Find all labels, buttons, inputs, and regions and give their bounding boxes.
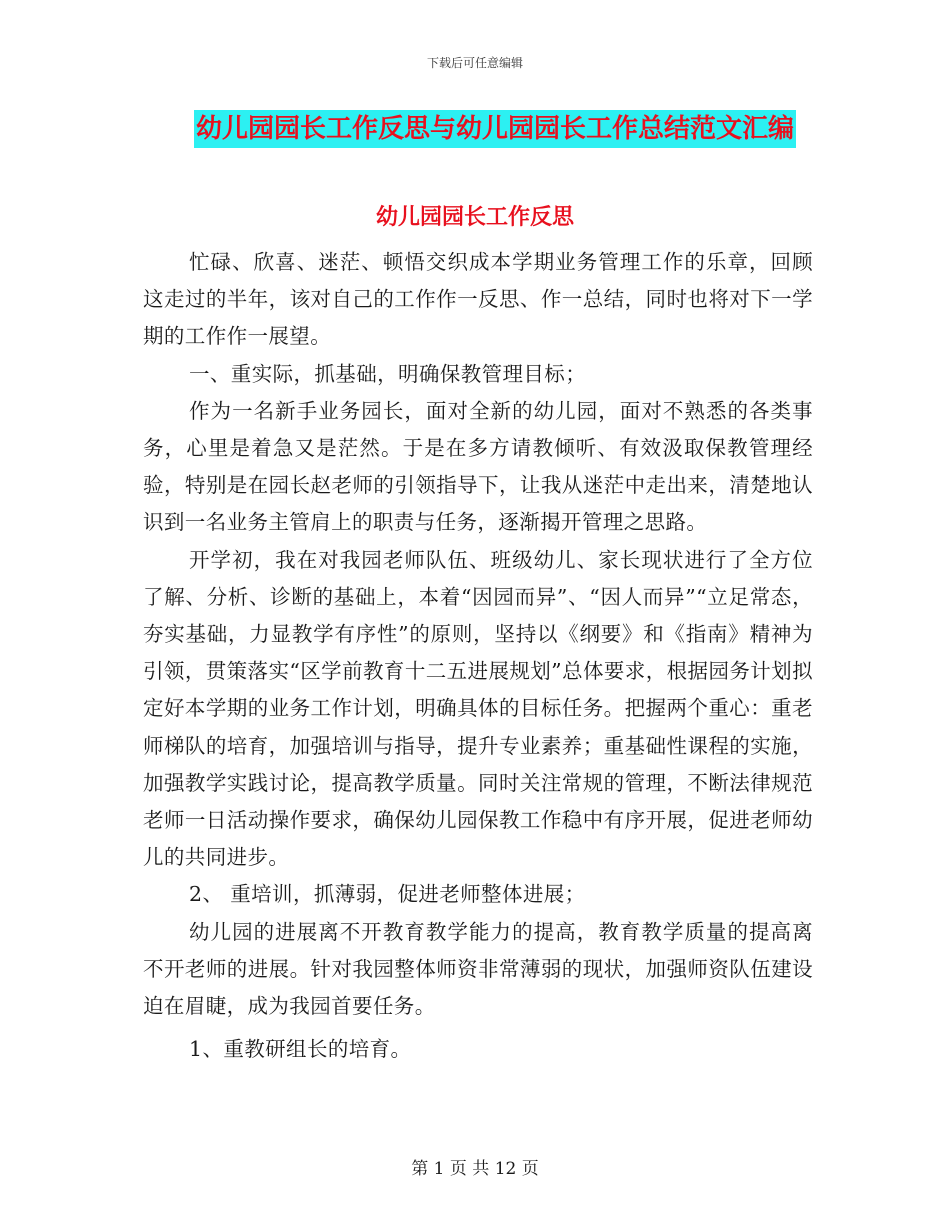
paragraph: 2、 重培训，抓薄弱，促进老师整体进展； [189,882,586,907]
page-number-footer: 第 1 页 共 12 页 [411,1159,539,1179]
paragraph: 忙碌、欣喜、迷茫、顿悟交织成本学期业务管理工作的乐章，回顾这走过的半年，该对自己的工作作一反思、作一总结，同时也将对下一学期的工作作一展望。 [143,250,813,349]
document-title: 幼儿园园长工作反思与幼儿园园长工作总结范文汇编 [194,110,796,148]
paragraph: 作为一名新手业务园长，面对全新的幼儿园，面对不熟悉的各类事务，心里是着急又是茫然。于是在多方请教倾听、有效汲取保教管理经验，特别是在园长赵老师的引领指导下，让我从迷茫中走出来，清楚地认识到一名业务主管肩上的职责与任务，逐渐揭开管理之思路。 [143,398,813,535]
paragraph: 幼儿园的进展离不开教育教学能力的提高，教育教学质量的提高离不开老师的进展。针对我园整体师资非常薄弱的现状，加强师资队伍建设迫在眉睫，成为我园首要任务。 [143,919,813,1019]
paragraph: 1、重教研组长的培育。 [189,1037,412,1062]
body-text [143,244,813,1068]
paragraph: 一、重实际，抓基础，明确保教管理目标； [189,361,587,386]
page-header-note: 下载后可任意编辑 [426,56,523,70]
section-title: 幼儿园园长工作反思 [375,205,574,230]
paragraph: 开学初，我在对我园老师队伍、班级幼儿、家长现状进行了全方位了解、分析、诊断的基础上，本着“因园而异”、“因人而异”“立足常态，夯实基础，力显教学有序性”的原则，坚持以《纲要》和《指南》精神为引领，贯策落实“区学前教育十二五进展规划”总体要求，根据园务计划拟定好本学期的业务工作计划，明确具体的目标任务。把握两个重心：重老师梯队的培育，加强培训与指导，提升专业素养；重基础性课程的实施，加强教学实践讨论，提高教学质量。同时关注常规的管理，不断法律规范老师一日活动操作要求，确保幼儿园保教工作稳中有序开展，促进老师幼儿的共同进步。 [143,547,813,870]
